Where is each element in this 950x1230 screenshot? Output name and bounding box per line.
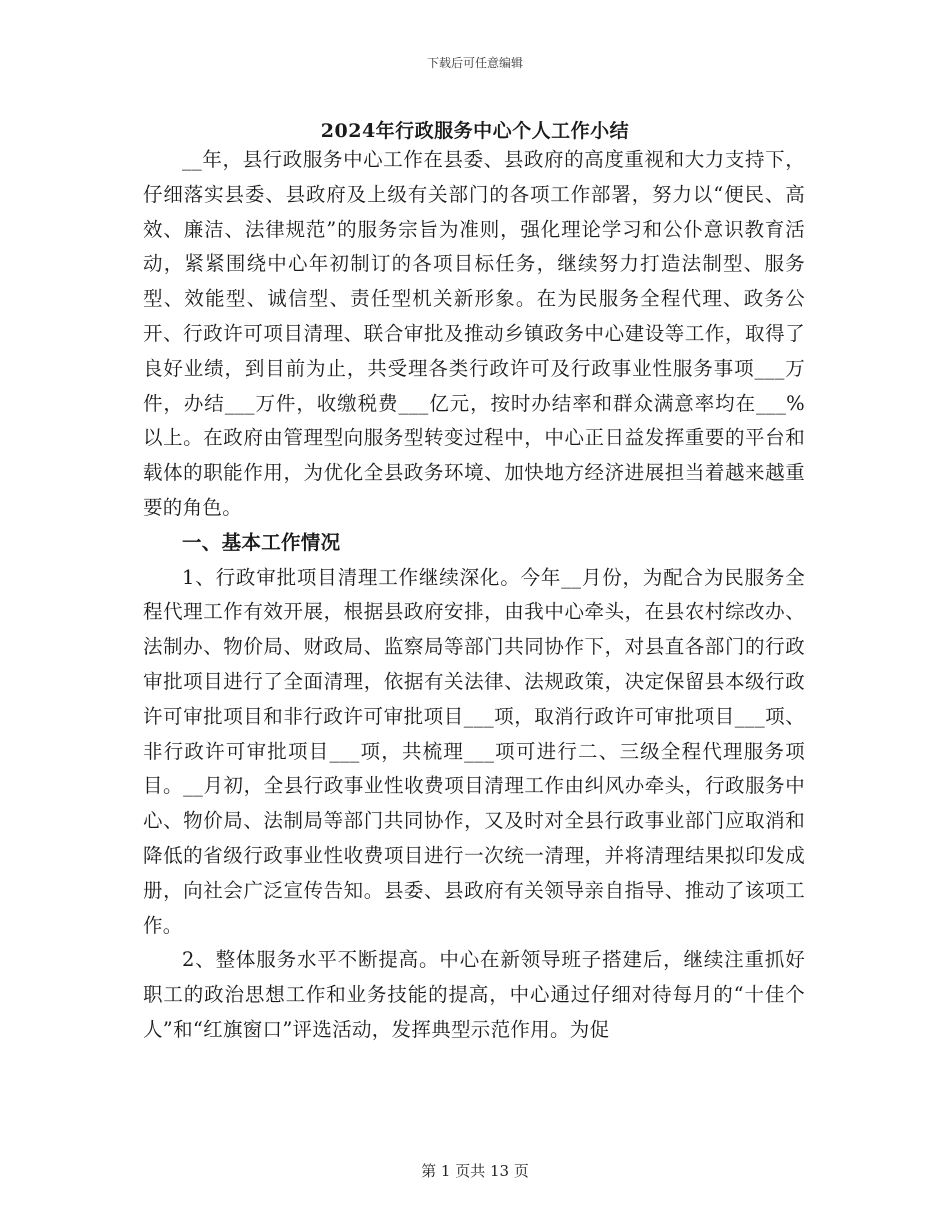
document-title: 2024年行政服务中心个人工作小结 (320, 120, 630, 142)
document-body (143, 143, 805, 1048)
page-number: 第 1 页共 13 页 (421, 1162, 529, 1180)
item-paragraph-2: 2、整体服务水平不断提高。中心在新领导班子搭建后，继续注重抓好职工的政治思想工作和业务技能的提高，中心通过仔细对待每月的“十佳个人”和“红旗窗口”评选活动，发挥典型示范作用。为促 (143, 948, 805, 1041)
header-note: 下载后可任意编辑 (426, 56, 523, 70)
item-paragraph-1: 1、行政审批项目清理工作继续深化。今年__月份，为配合为民服务全程代理工作有效开展，根据县政府安排，由我中心牵头，在县农村综改办、法制办、物价局、财政局、监察局等部门共同协作下，对县直各部门的行政审批项目进行了全面清理，依据有关法律、法规政策，决定保留县本级行政许可审批项目和非行政许可审批项目___项，取消行政许可审批项目___项、非行政许可审批项目___项，共梳理___项可进行二、三级全程代理服务项目。__月初，全县行政事业性收费项目清理工作由纠风办牵头，行政服务中心、物价局、法制局等部门共同协作，又及时对全县行政事业部门应取消和降低的省级行政事业性收费项目进行一次统一清理，并将清理结果拟印发成册，向社会广泛宣传告知。县委、县政府有关领导亲自指导、推动了该项工作。 (143, 565, 805, 937)
intro-paragraph: __年，县行政服务中心工作在县委、县政府的高度重视和大力支持下，仔细落实县委、县政府及上级有关部门的各项工作部署，努力以“便民、高效、廉洁、法律规范”的服务宗旨为准则，强化理论学习和公仆意识教育活动，紧紧围绕中心年初制订的各项目标任务，继续努力打造法制型、服务型、效能型、诚信型、责任型机关新形象。在为民服务全程代理、政务公开、行政许可项目清理、联合审批及推动乡镇政务中心建设等工作，取得了良好业绩，到目前为止，共受理各类行政许可及行政事业性服务事项___万件，办结___万件，收缴税费___亿元，按时办结率和群众满意率均在___%以上。在政府由管理型向服务型转变过程中，中心正日益发挥重要的平台和载体的职能作用，为优化全县政务环境、加快地方经济进展担当着越来越重要的角色。 (143, 148, 805, 519)
section-heading-basic-work: 一、基本工作情况 (182, 530, 341, 554)
